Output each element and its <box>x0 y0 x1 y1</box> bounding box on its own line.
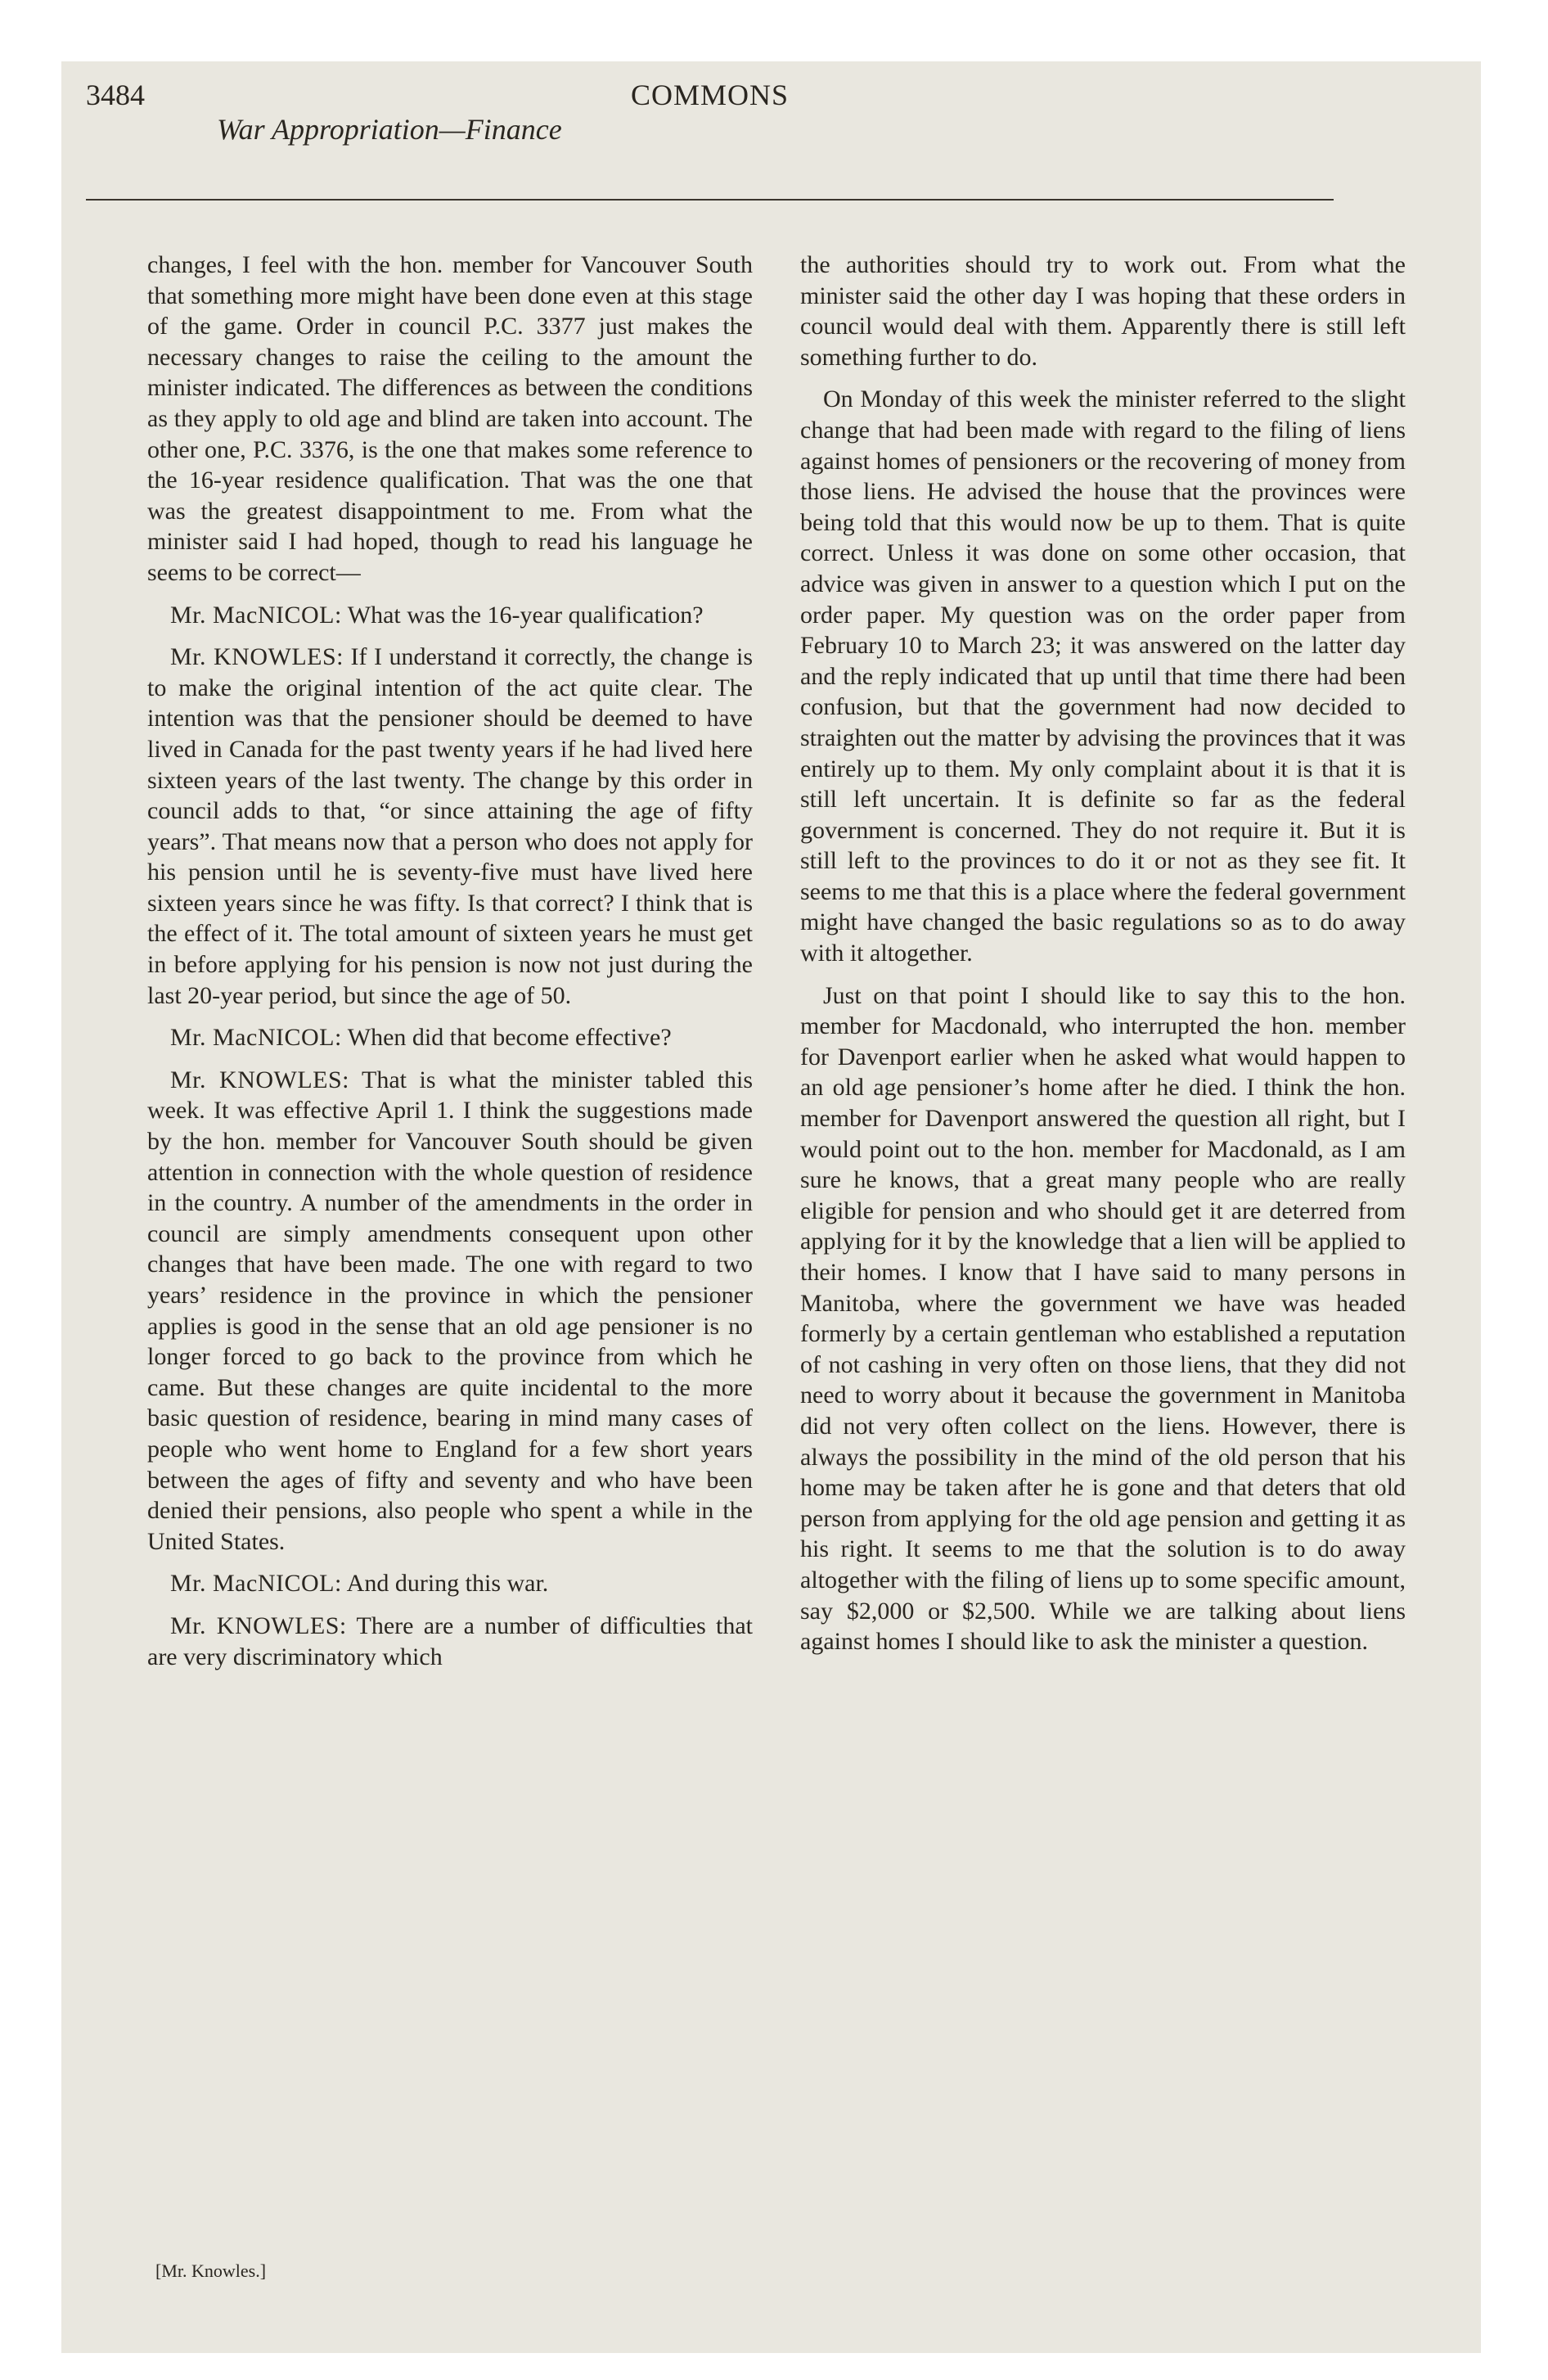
page-number: 3484 <box>86 79 145 111</box>
right-column <box>800 250 1406 1669</box>
speaker-name: Mr. MacNICOL: <box>170 601 342 629</box>
speech-text: There are a number of difficulties that are very discriminatory which <box>147 1611 753 1670</box>
paragraph <box>147 1568 753 1599</box>
speaker-name: Mr. KNOWLES: <box>170 1611 347 1639</box>
speaker-name: Mr. MacNICOL: <box>170 1570 342 1598</box>
paragraph: the authorities should try to work out. From what the minister said the other day I was hoping that these orders in council would deal with them. Apparently there is still left something further to do. <box>800 251 1406 371</box>
speaker-footnote: [Mr. Knowles.] <box>155 2261 267 2281</box>
speaker-name: Mr. KNOWLES: <box>170 643 344 671</box>
paragraph <box>147 1022 753 1053</box>
speech-text: That is what the minister tabled this week. It was effective April 1. I think the suggestions made by the hon. member for Vancouver South should be given attention in connection with the whole question of residence in the country. A number of the amendments in the order in council are simply amendments consequent upon other changes that have been made. The one with regard to two years’ residence in the province in which the pensioner applies is good in the sense that an old age pensioner is no longer forced to go back to the province from which he came. But these changes are quite incidental to the more basic question of residence, bearing in mind many cases of people who went home to England for a few short years between the ages of fifty and seventy and who have been denied their pensions, also people who spent a while in the United States. <box>147 1066 753 1555</box>
header-rule <box>86 199 1334 201</box>
speech-text: When did that become effective? <box>341 1024 672 1052</box>
speech-text: What was the 16-year qualification? <box>341 601 704 629</box>
paragraph <box>147 600 753 631</box>
speaker-name: Mr. MacNICOL: <box>170 1024 342 1052</box>
speech-text: And during this war. <box>341 1570 549 1598</box>
speech-text: If I understand it correctly, the change is to make the original intention of the act quite clear. The intention was that the pensioner should be deemed to have lived in Canada for the past twenty years if he had lived here sixteen years of the last twenty. The change by this order in council adds to that, “or since attaining the age of fifty years”. That means now that a person who does not apply for his pension until he is seventy-five must have lived here sixteen years since he was fifty. Is that correct? I think that is the effect of it. The total amount of sixteen years he must get in before applying for his pension is now not just during the last 20-year period, but since the age of 50. <box>147 643 753 1009</box>
paragraph <box>147 1065 753 1557</box>
left-column <box>147 250 753 1684</box>
running-title: War Appropriation—Finance <box>217 113 562 146</box>
page-header <box>86 78 1334 201</box>
speaker-name: Mr. KNOWLES: <box>170 1066 350 1093</box>
chamber-heading: COMMONS <box>630 79 790 111</box>
paragraph: Just on that point I should like to say this to the hon. member for Macdonald, who interrupted the hon. member for Davenport earlier when he asked what would happen to an old age pensioner’s home after he died. I think the hon. member for Davenport answered the question all right, but I would point out to the hon. member for Macdonald, as I am sure he knows, that a great many people who are really eligible for pension and who should get it are deterred from applying for it by the knowledge that a lien will be applied to their homes. I know that I have said to many persons in Manitoba, where the government we have was headed formerly by a certain gentleman who established a reputation of not cashing in very often on those liens, that they did not need to worry about it because the government in Manitoba did not very often collect on the liens. However, there is always the possibility in the mind of the old person that his home may be taken after he is gone and that deters that old person from applying for the old age pension and getting it as his right. It seems to me that the solution is to do away altogether with the filing of liens up to some specific amount, say $2,000 or $2,500. While we are talking about liens against homes I should like to ask the minister a question. <box>800 981 1406 1656</box>
paragraph <box>147 1611 753 1672</box>
paragraph: On Monday of this week the minister referred to the slight change that had been made with regard to the filing of liens against homes of pensioners or the recovering of money from those liens. He advised the house that the provinces were being told that this would now be up to them. That is quite correct. Unless it was done on some other occasion, that advice was given in answer to a question which I put on the order paper. My question was on the order paper from February 10 to March 23; it was answered on the latter day and the reply indicated that up until that time there had been confusion, but that the government had now decided to straighten out the matter by advising the provinces that it was entirely up to them. My only complaint about it is that it is still left uncertain. It is definite so far as the federal government is concerned. They do not require it. But it is still left to the provinces to do it or not as they see fit. It seems to me that this is a place where the federal government might have changed the basic regulations so as to do away with it altogether. <box>800 385 1406 967</box>
paragraph <box>147 642 753 1011</box>
paragraph: changes, I feel with the hon. member for Vancouver South that something more might have been done even at this stage of the game. Order in council P.C. 3377 just makes the necessary changes to raise the ceiling to the amount the minister indicated. The differences as between the conditions as they apply to old age and blind are taken into account. The other one, P.C. 3376, is the one that makes some reference to the 16-year residence qualification. That was the one that was the greatest disappointment to me. From what the minister said I had hoped, though to read his language he seems to be correct— <box>147 251 753 586</box>
